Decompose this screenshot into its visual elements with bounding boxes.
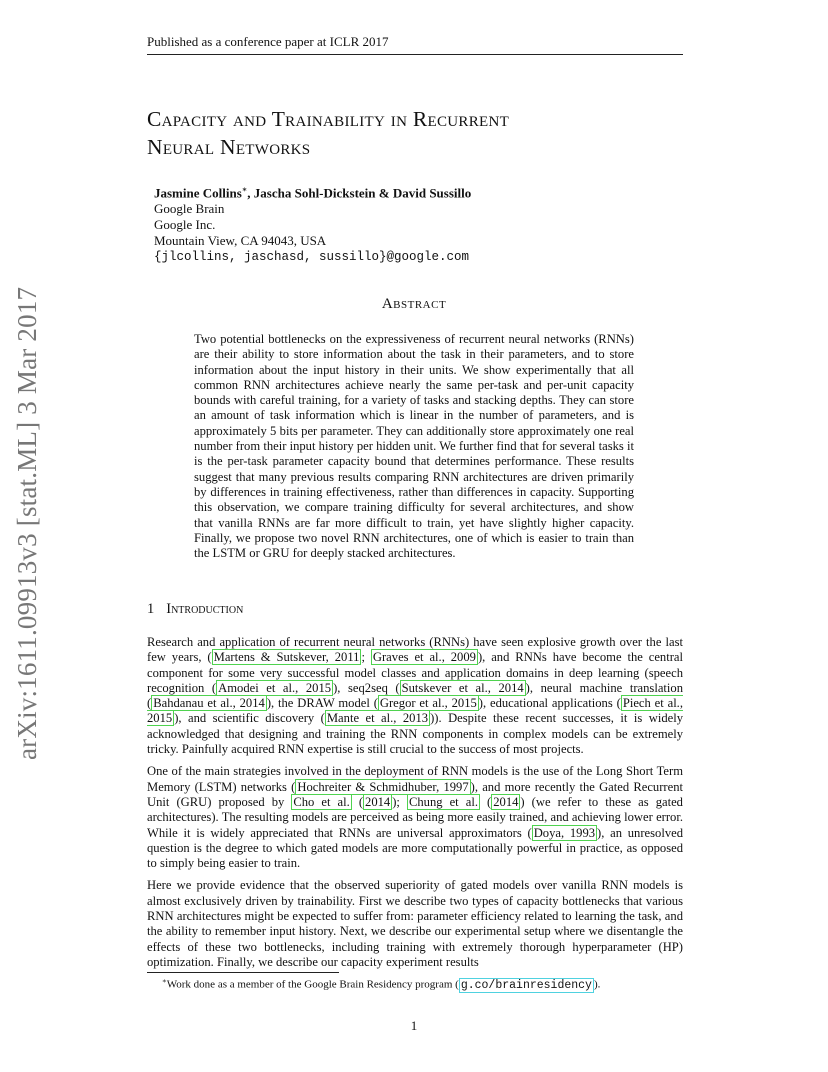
text-run: ), an unresolved question is the degree to which gated models are more computationally powerful in practice, as opposed to simply being easier to train. [147, 825, 684, 871]
citation-link[interactable]: Mante et al., 2013 [326, 711, 429, 726]
citation-link[interactable]: Cho et al. [293, 794, 350, 809]
footnote [162, 977, 682, 992]
citation-link[interactable]: Hochreiter & Schmidhuber, 1997 [297, 779, 469, 794]
running-header: Published as a conference paper at ICLR 2017 [147, 34, 683, 55]
paragraph-3: Here we provide evidence that the observed superiority of gated models over vanilla RNN models is almost exclusively driven by trainability. First we describe two types of capacity bottlenecks that various RNN architectures might be expected to suffer from: parameter efficiency related to learning the task, and the ability to remember input history. Next, we describe our experimental setup where we disentangle the effects of these two bottlenecks, including training with extremely thorough hyperparameter (HP) optimization. Finally, we describe our capacity experiment results [147, 878, 683, 969]
paragraph-1 [147, 635, 683, 757]
text-run: One of the main strategies involved in the deployment of RNN models is the use of the Long Short Term Memory (LSTM) networks ( [147, 764, 683, 794]
text-run: ), educational applications ( [478, 696, 621, 711]
footnote-end: ). [593, 978, 601, 991]
abstract-heading: Abstract [381, 296, 447, 312]
citation-link[interactable]: Sutskever et al., 2014 [401, 680, 524, 695]
text-run: ), seq2seq ( [333, 680, 400, 695]
section-number: 1 [147, 601, 155, 617]
text-run: ), and more recently the Gated Recurrent Unit (GRU) proposed by [147, 779, 683, 809]
citation-link[interactable]: Amodei et al., 2015 [218, 680, 332, 695]
title-line-2: Neural Networks [147, 135, 311, 159]
author-block [154, 182, 674, 265]
footnote-url-link[interactable]: g.co/brainresidency [460, 978, 592, 992]
section-heading [147, 601, 243, 618]
author-rest: , Jascha Sohl-Dickstein & David Sussillo [247, 185, 472, 201]
paragraph-2 [147, 764, 683, 871]
author-names [154, 182, 674, 201]
address: Mountain View, CA 94043, USA [154, 233, 327, 249]
footnote-rule [147, 972, 339, 973]
text-run: Research and application of recurrent neural networks (RNNs) have seen explosive growth over the last few years, ( [147, 635, 683, 665]
section-title: Introduction [166, 601, 244, 617]
page-number: 1 [410, 1018, 418, 1033]
author-first: Jasmine Collins [154, 185, 242, 201]
paper-title [147, 105, 687, 161]
citation-link[interactable]: 2014 [365, 794, 391, 809]
affiliation-1: Google Brain [154, 201, 225, 217]
text-run: ), the DRAW model ( [266, 696, 378, 711]
abstract-text: Two potential bottlenecks on the expressiveness of recurrent neural networks (RNNs) are their ability to store information about the task in their parameters, and to store information about the input history in their units. We show experimentally that all common RNN architectures achieve nearly the same per-task and per-unit capacity bounds with careful training, for a variety of tasks and stacking depths. They can store an amount of task information which is linear in the number of parameters, and is approximately 5 bits per parameter. They can additionally store approximately one real number from their input history per hidden unit. We further find that for several tasks it is the per-task parameter capacity bound that determines performance. These results suggest that many previous results comparing RNN architectures are driven primarily by differences in training effectiveness, rather than differences in capacity. Supporting this observation, we compare training difficulty for several architectures, and show that vanilla RNNs are far more difficult to train, yet have slightly higher capacity. Finally, we propose two novel RNN architectures, one of which is easier to train than the LSTM or GRU for deeply stacked architectures. [194, 332, 634, 561]
text-run: ) (we refer to these as gated architectures). The resulting models are perceived as being more easily trained, and achieving lower error. While it is widely appreciated that RNNs are universal approximators ( [147, 794, 683, 840]
text-run: ( [351, 794, 364, 809]
affiliation-2: Google Inc. [154, 217, 216, 233]
author-footnote-mark[interactable]: ∗ [241, 185, 248, 194]
citation-link[interactable]: Graves et al., 2009 [372, 650, 476, 665]
citation-link[interactable]: Gregor et al., 2015 [379, 696, 477, 711]
text-run: ; [361, 650, 371, 665]
citation-link[interactable]: Martens & Sutskever, 2011 [213, 650, 360, 665]
citation-link[interactable]: Piech et al., 2015 [147, 696, 683, 726]
body-text [147, 635, 683, 977]
footnote-mark: ∗ [162, 977, 167, 985]
arxiv-identifier[interactable]: arXiv:1611.09913v3 [stat.ML] 3 Mar 2017 [12, 286, 42, 760]
author-emails: {jlcollins, jaschasd, sussillo}@google.com [154, 250, 470, 265]
citation-link[interactable]: Bahdanau et al., 2014 [153, 696, 265, 711]
title-line-1: Capacity and Trainability in Recurrent [147, 107, 510, 131]
text-run: ); [392, 794, 407, 809]
text-run: ), and RNNs have become the central component for some very successful model classes and application domains in deep learning (speech recognition ( [147, 650, 684, 695]
text-run: ), and scientific discovery ( [174, 711, 325, 726]
text-run: )). Despite these recent successes, it is widely acknowledged that designing and training the RNN components in complex models can be extremely tricky. Painfully acquired RNN expertise is still crucial to the success of most projects. [147, 711, 684, 757]
citation-link[interactable]: Chung et al. [408, 794, 478, 809]
citation-link[interactable]: 2014 [493, 794, 519, 809]
citation-link[interactable]: Doya, 1993 [533, 825, 596, 840]
text-run: ( [479, 794, 492, 809]
text-run: ), neural machine translation ( [147, 680, 684, 711]
footnote-text: Work done as a member of the Google Brain Residency program ( [166, 978, 459, 991]
